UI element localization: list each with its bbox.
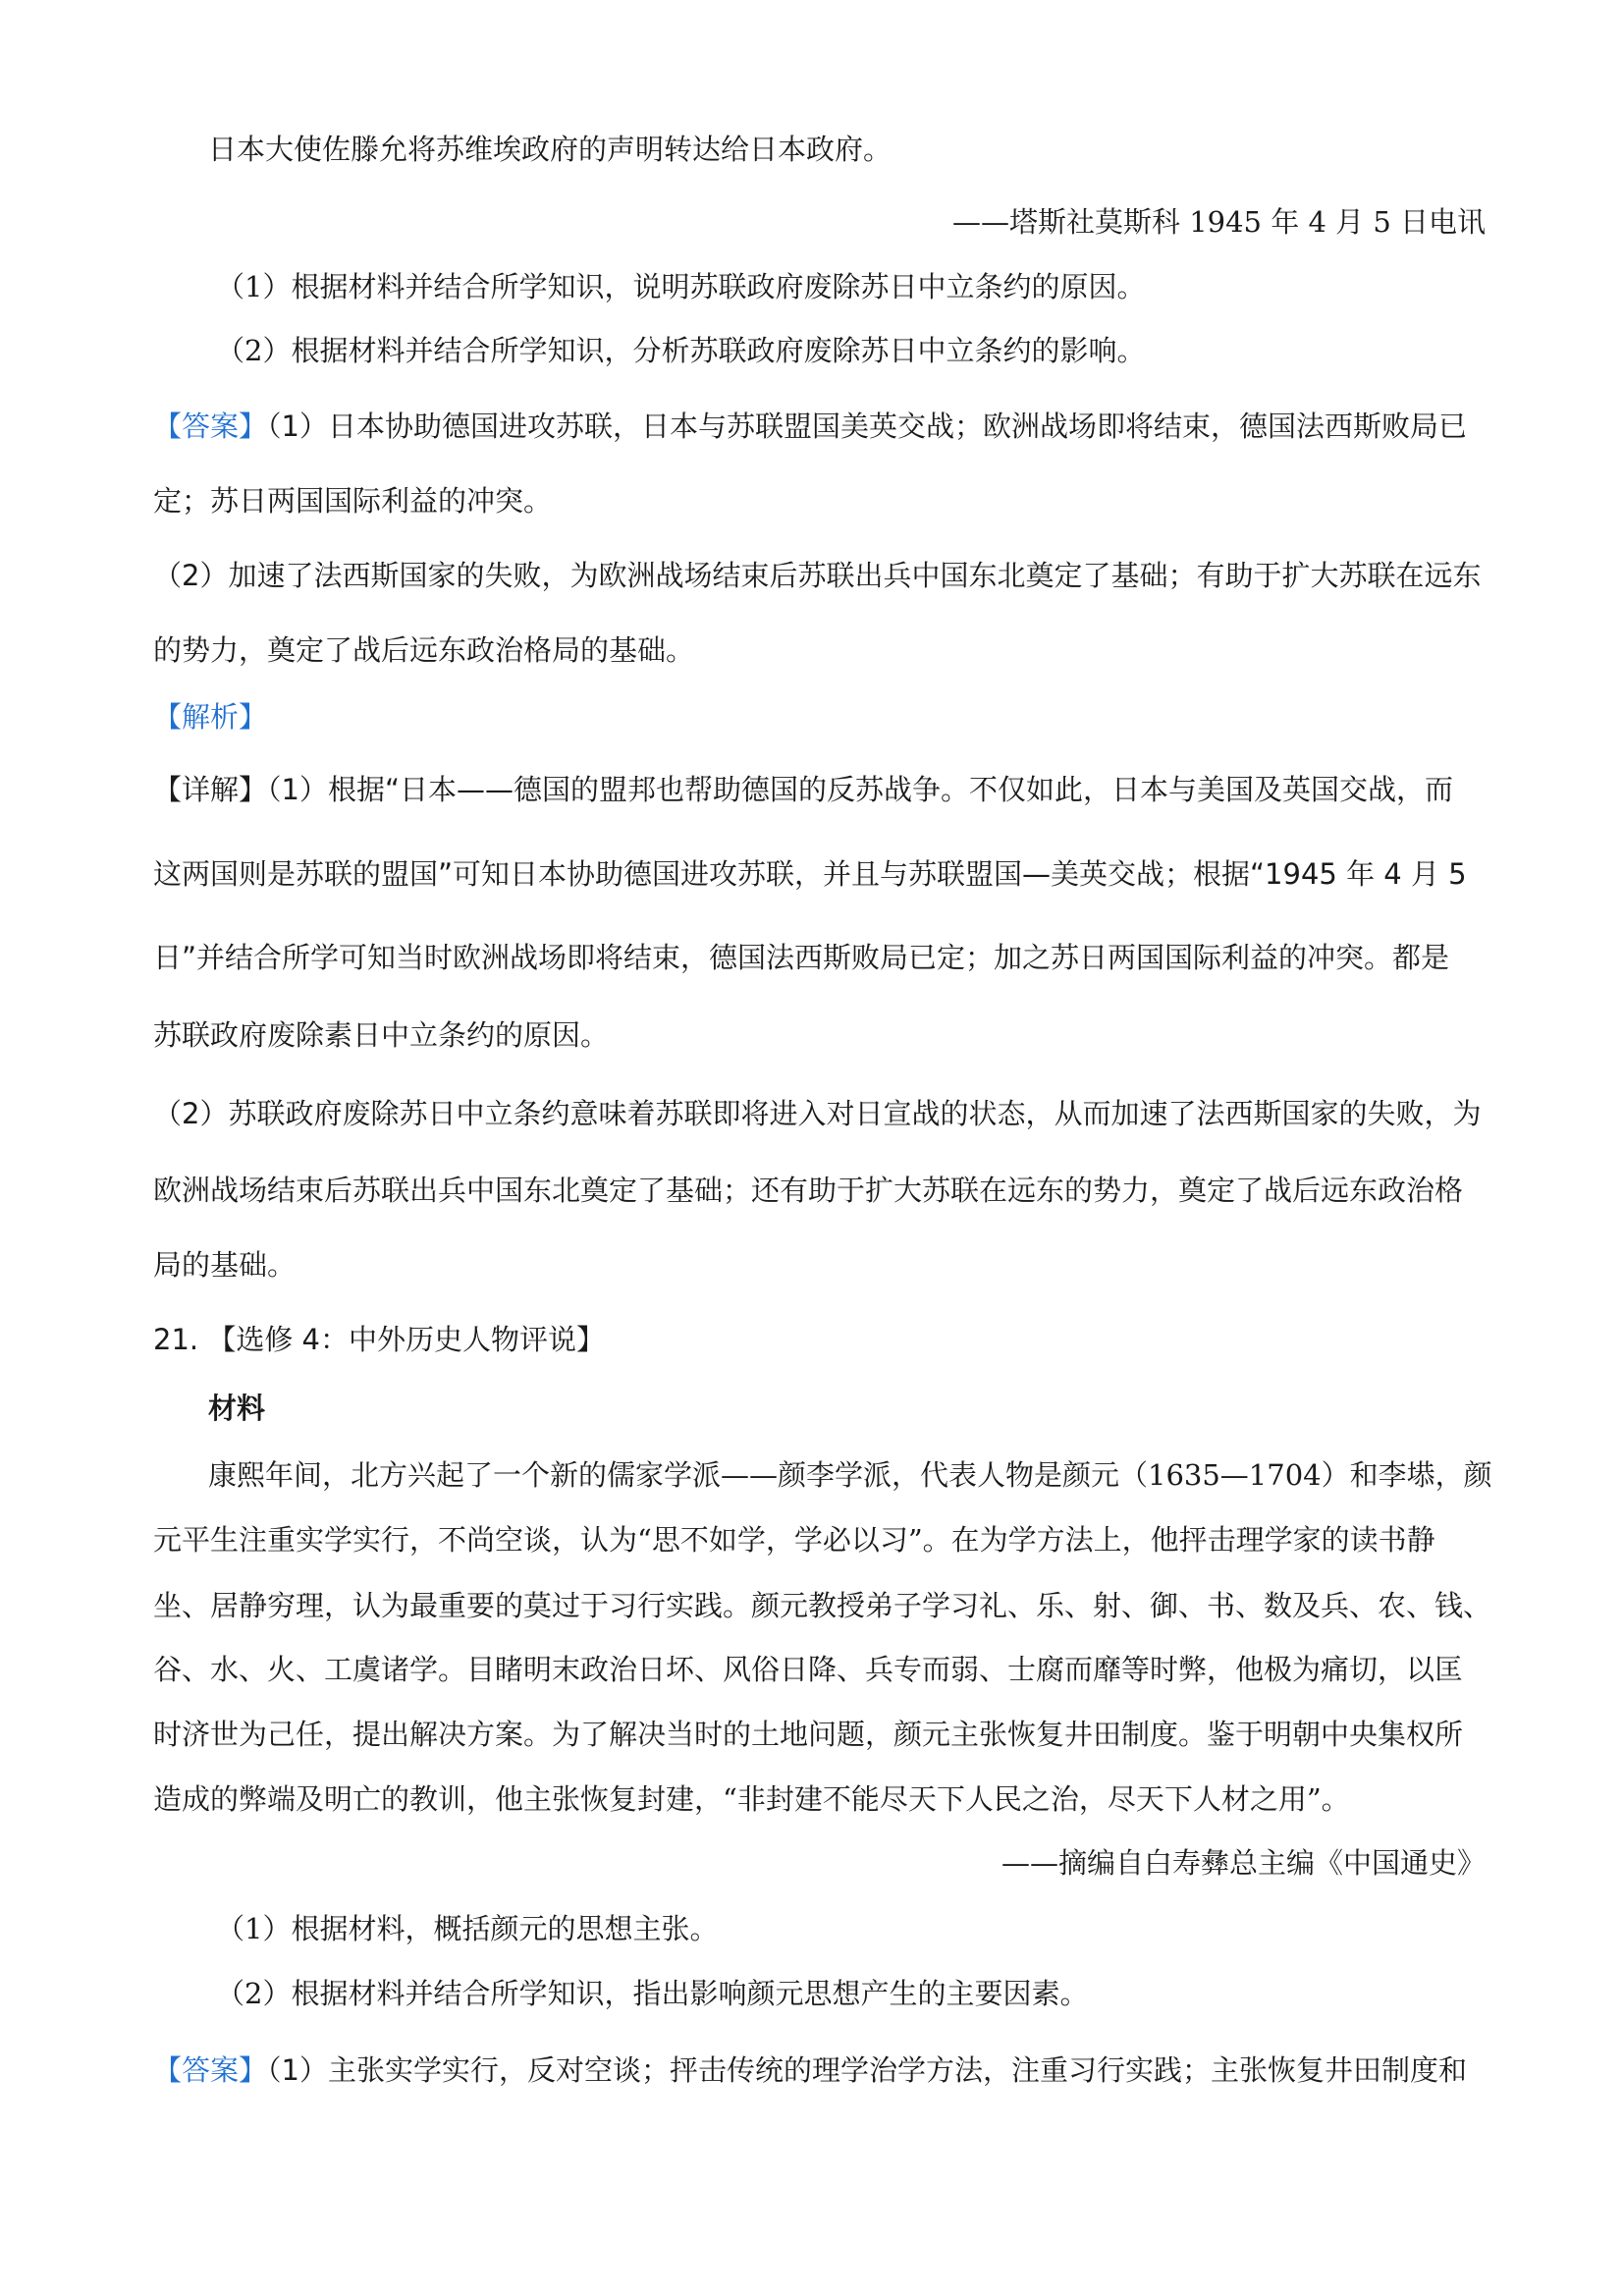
analysis-line: 日”并结合所学可知当时欧洲战场即将结束，德国法西斯败局已定；加之苏日两国国际利益的冲突。都是 [153,941,1450,974]
question-heading: 21. 【选修 4：中外历史人物评说】 [153,1323,606,1356]
analysis-line: 这两国则是苏联的盟国”可知日本协助德国进攻苏联，并且与苏联盟国—美英交战；根据“1945 年 4 月 5 [153,857,1467,891]
analysis-tag: 【解析】 [153,700,268,734]
answer-line: 定；苏日两国国际利益的冲突。 [153,484,553,518]
analysis-line: （2）苏联政府废除苏日中立条约意味着苏联即将进入对日宣战的状态，从而加速了法西斯国家的失败，为 [153,1097,1482,1130]
question-1: （1）根据材料，概括颜元的思想主张。 [216,1912,719,1945]
material-paragraph-line: 坐、居静穷理，认为最重要的莫过于习行实践。颜元教授弟子学习礼、乐、射、御、书、数及兵、农、钱、 [153,1589,1492,1622]
answer-line [153,407,1488,446]
detail-tag: 【详解】 [153,773,268,806]
material-paragraph-line: 造成的弊端及明亡的教训，他主张恢复封建，“非封建不能尽天下人民之治，尽天下人材之用”。 [153,1782,1350,1816]
answer-line: 的势力，奠定了战后远东政治格局的基础。 [153,633,695,667]
material-source: ——摘编自白寿彝总主编《中国通史》 [1001,1846,1486,1880]
answer-text: （1）主张实学实行，反对空谈；抨击传统的理学治学方法，注重习行实践；主张恢复井田制度和 [267,2053,1467,2087]
material-label: 材料 [208,1392,266,1425]
material-paragraph-line: 元平生注重实学实行，不尚空谈，认为“思不如学，学必以习”。在为学方法上，他抨击理学家的读书静 [153,1523,1435,1557]
analysis-line [153,770,1488,809]
answer-tag: 【答案】 [153,2053,268,2087]
answer-line: （2）加速了法西斯国家的失败，为欧洲战场结束后苏联出兵中国东北奠定了基础；有助于扩大苏联在远东 [153,559,1482,592]
analysis-text: （1）根据“日本——德国的盟邦也帮助德国的反苏战争。不仅如此，日本与美国及英国交战，而 [267,773,1453,806]
question-2: （2）根据材料并结合所学知识，指出影响颜元思想产生的主要因素。 [216,1977,1089,2010]
answer-tag: 【答案】 [153,410,268,443]
material-paragraph-line: 时济世为己任，提出解决方案。为了解决当时的土地问题，颜元主张恢复井田制度。鉴于明朝中央集权所 [153,1718,1464,1751]
analysis-line: 苏联政府废除素日中立条约的原因。 [153,1018,610,1052]
material-text-line: 日本大使佐滕允将苏维埃政府的声明转达给日本政府。 [208,133,893,166]
analysis-line: 局的基础。 [153,1248,297,1282]
material-paragraph-line: 康熙年间，北方兴起了一个新的儒家学派——颜李学派，代表人物是颜元（1635—1704）和李塨，颜 [208,1458,1492,1492]
question-2: （2）根据材料并结合所学知识，分析苏联政府废除苏日中立条约的影响。 [216,334,1146,367]
answer-text: （1）日本协助德国进攻苏联，日本与苏联盟国美英交战；欧洲战场即将结束，德国法西斯败局已 [267,410,1467,443]
answer-line [153,2050,1488,2090]
material-paragraph-line: 谷、水、火、工虞诸学。目睹明末政治日坏、风俗日降、兵专而弱、士腐而靡等时弊，他极为痛切，以匡 [153,1653,1464,1686]
question-1: （1）根据材料并结合所学知识，说明苏联政府废除苏日中立条约的原因。 [216,270,1146,303]
material-source: ——塔斯社莫斯科 1945 年 4 月 5 日电讯 [951,205,1486,239]
analysis-line: 欧洲战场结束后苏联出兵中国东北奠定了基础；还有助于扩大苏联在远东的势力，奠定了战后远东政治格 [153,1174,1464,1207]
